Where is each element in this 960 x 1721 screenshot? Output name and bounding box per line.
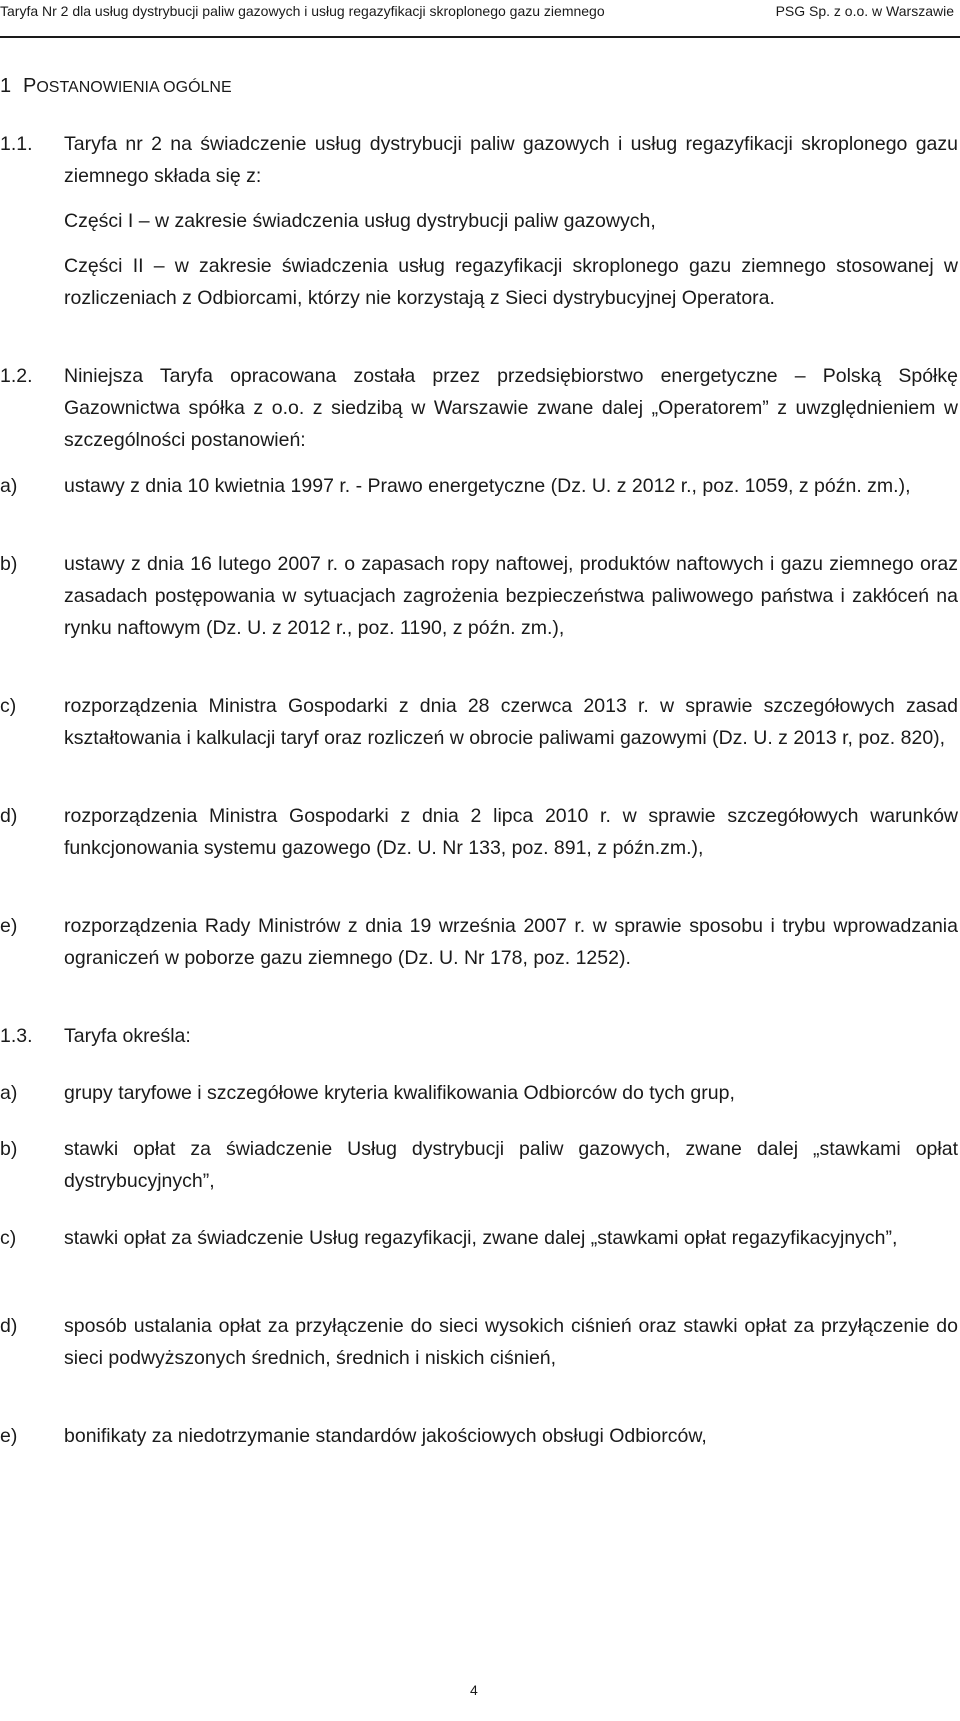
section-title-initial: P <box>23 75 37 97</box>
list-item <box>0 1222 958 1254</box>
paragraph-1-3 <box>0 1020 958 1052</box>
list-item-label: b) <box>0 553 18 575</box>
section-heading <box>0 70 232 104</box>
paragraph-text: Taryfa nr 2 na świadczenie usług dystrybucji paliw gazowych i usług regazyfikacji skroplonego gazu ziemnego składa się z: <box>64 133 958 187</box>
paragraph-number: 1.1. <box>0 133 33 155</box>
list-item <box>0 910 958 974</box>
list-item-label: a) <box>0 475 18 497</box>
list-item <box>0 1420 958 1452</box>
paragraph-1-1-part-2 <box>0 250 958 314</box>
list-item-text: rozporządzenia Ministra Gospodarki z dnia 2 lipca 2010 r. w sprawie szczegółowych warunków funkcjonowania systemu gazowego (Dz. U. Nr 133, poz. 891, z późn.zm.), <box>64 805 958 859</box>
part-2-text: Części II – w zakresie świadczenia usług regazyfikacji skroplonego gazu ziemnego stosowanej w rozliczeniach z Odbiorcami, którzy nie korzystają z Sieci dystrybucyjnej Operatora. <box>64 255 958 309</box>
header-company: PSG Sp. z o.o. w Warszawie <box>775 3 954 19</box>
list-item-text: stawki opłat za świadczenie Usług dystrybucji paliw gazowych, zwane dalej „stawkami opłat dystrybucyjnych”, <box>64 1138 958 1192</box>
list-item-label: d) <box>0 1315 18 1337</box>
paragraph-1-1 <box>0 128 958 192</box>
list-item-label: c) <box>0 695 17 717</box>
paragraph-1-2 <box>0 360 958 456</box>
page-number: 4 <box>470 1682 478 1698</box>
part-1-text: Części I – w zakresie świadczenia usług dystrybucji paliw gazowych, <box>64 210 656 232</box>
list-item-label: c) <box>0 1227 17 1249</box>
list-item-label: d) <box>0 805 18 827</box>
paragraph-text: Niniejsza Taryfa opracowana została przez przedsiębiorstwo energetyczne – Polską Spółkę Gazownictwa spółka z o.o. z siedzibą w Warszawie zwane dalej „Operatorem” z uwzględnieniem w szczególności postanowień: <box>64 365 958 451</box>
section-number: 1 <box>0 75 12 97</box>
list-item-label: e) <box>0 915 18 937</box>
list-item-label: a) <box>0 1082 18 1104</box>
list-item-label: b) <box>0 1138 18 1160</box>
header-rule <box>0 36 960 38</box>
list-item-text: rozporządzenia Ministra Gospodarki z dnia 28 czerwca 2013 r. w sprawie szczegółowych zasad kształtowania i kalkulacji taryf oraz rozliczeń w obrocie paliwami gazowymi (Dz. U. z 2013 r, poz. 820), <box>64 695 958 749</box>
paragraph-text: Taryfa określa: <box>64 1025 191 1047</box>
list-item-text: bonifikaty za niedotrzymanie standardów jakościowych obsługi Odbiorców, <box>64 1425 707 1447</box>
header-document-title: Taryfa Nr 2 dla usług dystrybucji paliw gazowych i usług regazyfikacji skroplonego gazu ziemnego <box>0 3 605 19</box>
running-header <box>0 0 960 34</box>
list-item <box>0 1133 958 1197</box>
paragraph-number: 1.2. <box>0 365 33 387</box>
list-item <box>0 548 958 644</box>
list-item <box>0 690 958 754</box>
list-item-text: ustawy z dnia 16 lutego 2007 r. o zapasach ropy naftowej, produktów naftowych i gazu ziemnego oraz zasadach postępowania w sytuacjach zagrożenia bezpieczeństwa paliwowego państwa i zakłóceń na rynku naftowym (Dz. U. z 2012 r., poz. 1190, z późn. zm.), <box>64 553 958 639</box>
list-item-label: e) <box>0 1425 18 1447</box>
list-item <box>0 800 958 864</box>
list-item-text: stawki opłat za świadczenie Usług regazyfikacji, zwane dalej „stawkami opłat regazyfikacyjnych”, <box>64 1227 898 1249</box>
list-item-text: rozporządzenia Rady Ministrów z dnia 19 września 2007 r. w sprawie sposobu i trybu wprowadzania ograniczeń w poborze gazu ziemnego (Dz. U. Nr 178, poz. 1252). <box>64 915 958 969</box>
list-item-text: sposób ustalania opłat za przyłączenie do sieci wysokich ciśnień oraz stawki opłat za przyłączenie do sieci podwyższonych średnich, średnich i niskich ciśnień, <box>64 1315 958 1369</box>
list-item-text: grupy taryfowe i szczegółowe kryteria kwalifikowania Odbiorców do tych grup, <box>64 1082 735 1104</box>
section-title-rest: OSTANOWIENIA OGÓLNE <box>36 79 232 96</box>
list-item <box>0 470 958 502</box>
paragraph-number: 1.3. <box>0 1025 33 1047</box>
paragraph-1-1-part-1 <box>0 205 958 237</box>
list-item-text: ustawy z dnia 10 kwietnia 1997 r. - Prawo energetyczne (Dz. U. z 2012 r., poz. 1059, z późn. zm.), <box>64 475 911 497</box>
list-item <box>0 1310 958 1374</box>
list-item <box>0 1077 958 1109</box>
